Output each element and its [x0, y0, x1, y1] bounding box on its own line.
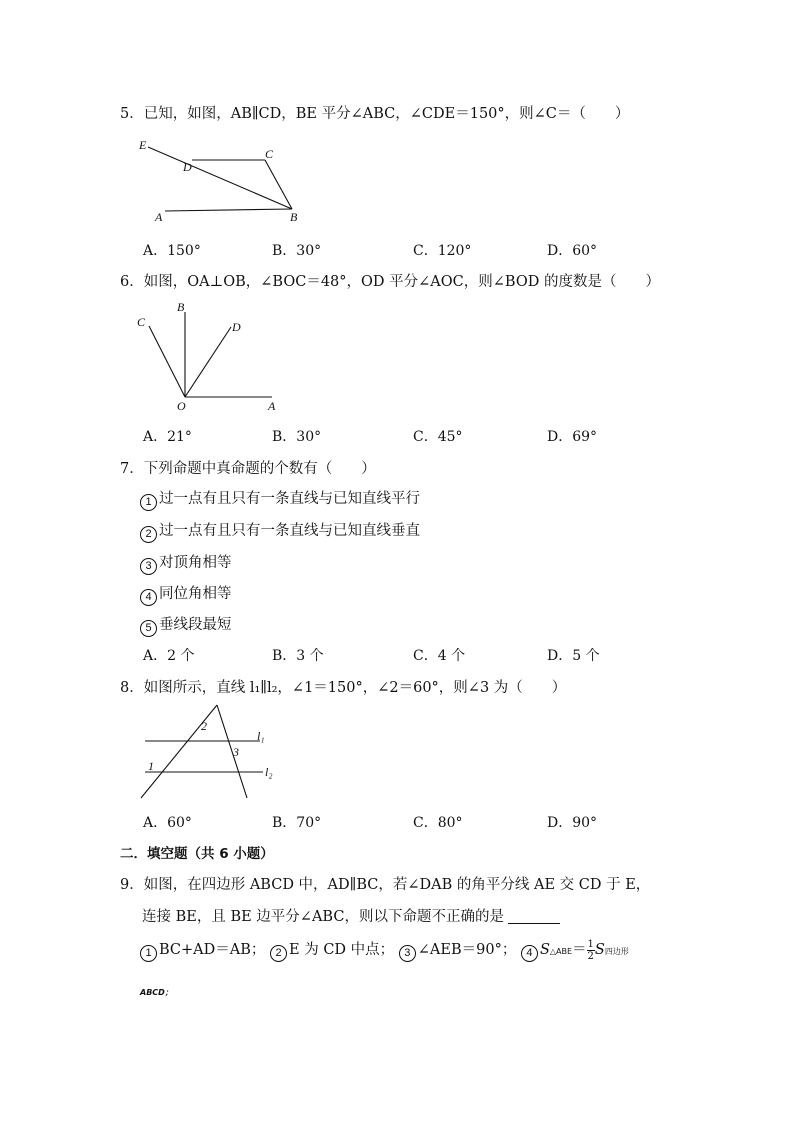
q8-option-c: C．80°	[413, 815, 463, 831]
q6-ray-oc	[149, 326, 185, 397]
q9-s4-sub2: 四边形	[604, 947, 629, 956]
q8-option-a: A．60°	[143, 815, 192, 831]
q7-option-d: D．5 个	[547, 648, 600, 664]
q8-label-2: 2	[201, 719, 207, 733]
q9-s2: E 为 CD 中点；	[289, 942, 395, 958]
q7-item-4-text: 同位角相等	[159, 586, 232, 602]
fraction-numerator: 1	[587, 938, 594, 950]
q7-text: 7．下列命题中真命题的个数有（ ）	[120, 461, 376, 477]
q7-option-a: A．2 个	[143, 648, 195, 664]
q7-option-b: B．3 个	[272, 648, 324, 664]
q5-figure	[135, 135, 305, 225]
section-heading: 二．填空题（共 6 小题）	[120, 846, 274, 862]
q9-s2-number: 2	[270, 945, 287, 962]
q5-option-a: A．150°	[143, 243, 201, 259]
q7-item	[140, 551, 232, 575]
q8-option-d: D．90°	[547, 815, 598, 831]
q7-item-5-text: 垂线段最短	[159, 617, 232, 633]
q5-option-b: B．30°	[272, 243, 322, 259]
q8-text: 8．如图所示，直线 l₁∥l₂，∠1＝150°，∠2＝60°，则∠3 为（ ）	[120, 680, 567, 696]
q7-item-5-number: 5	[140, 620, 157, 637]
q7-item	[140, 519, 420, 543]
q7-item-2-number: 2	[140, 526, 157, 543]
q7-item-1-text: 过一点有且只有一条直线与已知直线平行	[159, 491, 420, 507]
q6-label-c: C	[137, 315, 146, 329]
q9-s3: ∠AEB＝90°；	[417, 942, 517, 958]
q9-s4-sub: △ABE	[549, 947, 573, 956]
q9-s4-s2: S	[594, 942, 605, 958]
q7-item	[140, 487, 420, 511]
q5-text: 5．已知，如图，AB∥CD，BE 平分∠ABC，∠CDE＝150°，则∠C＝（ ）	[120, 106, 630, 122]
fraction-denominator: 2	[587, 950, 594, 962]
q7-item-1-number: 1	[140, 494, 157, 511]
q6-option-b: B．30°	[272, 429, 322, 445]
q7-option-c: C．4 个	[413, 648, 466, 664]
q6-option-d: D．69°	[547, 429, 598, 445]
q9-line1: 9．如图，在四边形 ABCD 中，AD∥BC，若∠DAB 的角平分线 AE 交 CD 于 E，	[120, 877, 651, 893]
q6-label-d: D	[232, 320, 241, 334]
q5-label-c: C	[265, 147, 274, 161]
q9-line2	[142, 905, 560, 926]
q8-figure	[135, 700, 285, 803]
q9-tail: ABCD；	[140, 988, 173, 997]
q6-label-b: B	[177, 300, 185, 314]
q9-fraction	[587, 939, 595, 962]
q9-line2-text: 连接 BE，且 BE 边平分∠ABC，则以下命题不正确的是	[142, 909, 504, 925]
q7-item-3-text: 对顶角相等	[159, 555, 232, 571]
answer-blank[interactable]	[508, 922, 560, 924]
q6-label-a: A	[268, 399, 276, 413]
q8-option-b: B．70°	[272, 815, 322, 831]
q9-s4-s: S	[539, 942, 550, 958]
q6-option-a: A．21°	[143, 429, 192, 445]
q5-label-e: E	[139, 138, 147, 152]
q9-s3-number: 3	[399, 945, 416, 962]
q8-label-1: 1	[148, 759, 154, 773]
q9-s1: BC+AD＝AB；	[159, 942, 266, 958]
q7-item	[140, 582, 232, 606]
q9-s4-eq: ＝	[572, 942, 587, 958]
q8-transversal-right	[217, 705, 247, 798]
q9-s4-number: 4	[521, 945, 538, 962]
q7-item-2-text: 过一点有且只有一条直线与已知直线垂直	[159, 523, 420, 539]
q6-label-o: O	[177, 399, 186, 413]
q5-option-c: C．120°	[413, 243, 472, 259]
q6-text: 6．如图，OA⊥OB，∠BOC＝48°，OD 平分∠AOC，则∠BOD 的度数是（ ）	[120, 274, 660, 290]
q5-label-b: B	[290, 210, 298, 224]
q7-item-4-number: 4	[140, 589, 157, 606]
q9-statements	[140, 938, 629, 962]
q6-option-c: C．45°	[413, 429, 463, 445]
q8-label-l1: l₁	[257, 729, 265, 743]
q8-label-l2: l₂	[265, 765, 273, 779]
q5-line-cb	[265, 160, 292, 209]
q9-s1-number: 1	[140, 945, 157, 962]
q7-item	[140, 613, 232, 637]
q5-line-ab	[165, 209, 292, 211]
q5-label-a: A	[155, 210, 163, 224]
q5-option-d: D．60°	[547, 243, 598, 259]
q6-ray-od	[185, 327, 231, 397]
q7-item-3-number: 3	[140, 558, 157, 575]
q5-label-d: D	[183, 160, 192, 174]
q6-figure	[135, 298, 285, 416]
q8-label-3: 3	[233, 745, 239, 759]
